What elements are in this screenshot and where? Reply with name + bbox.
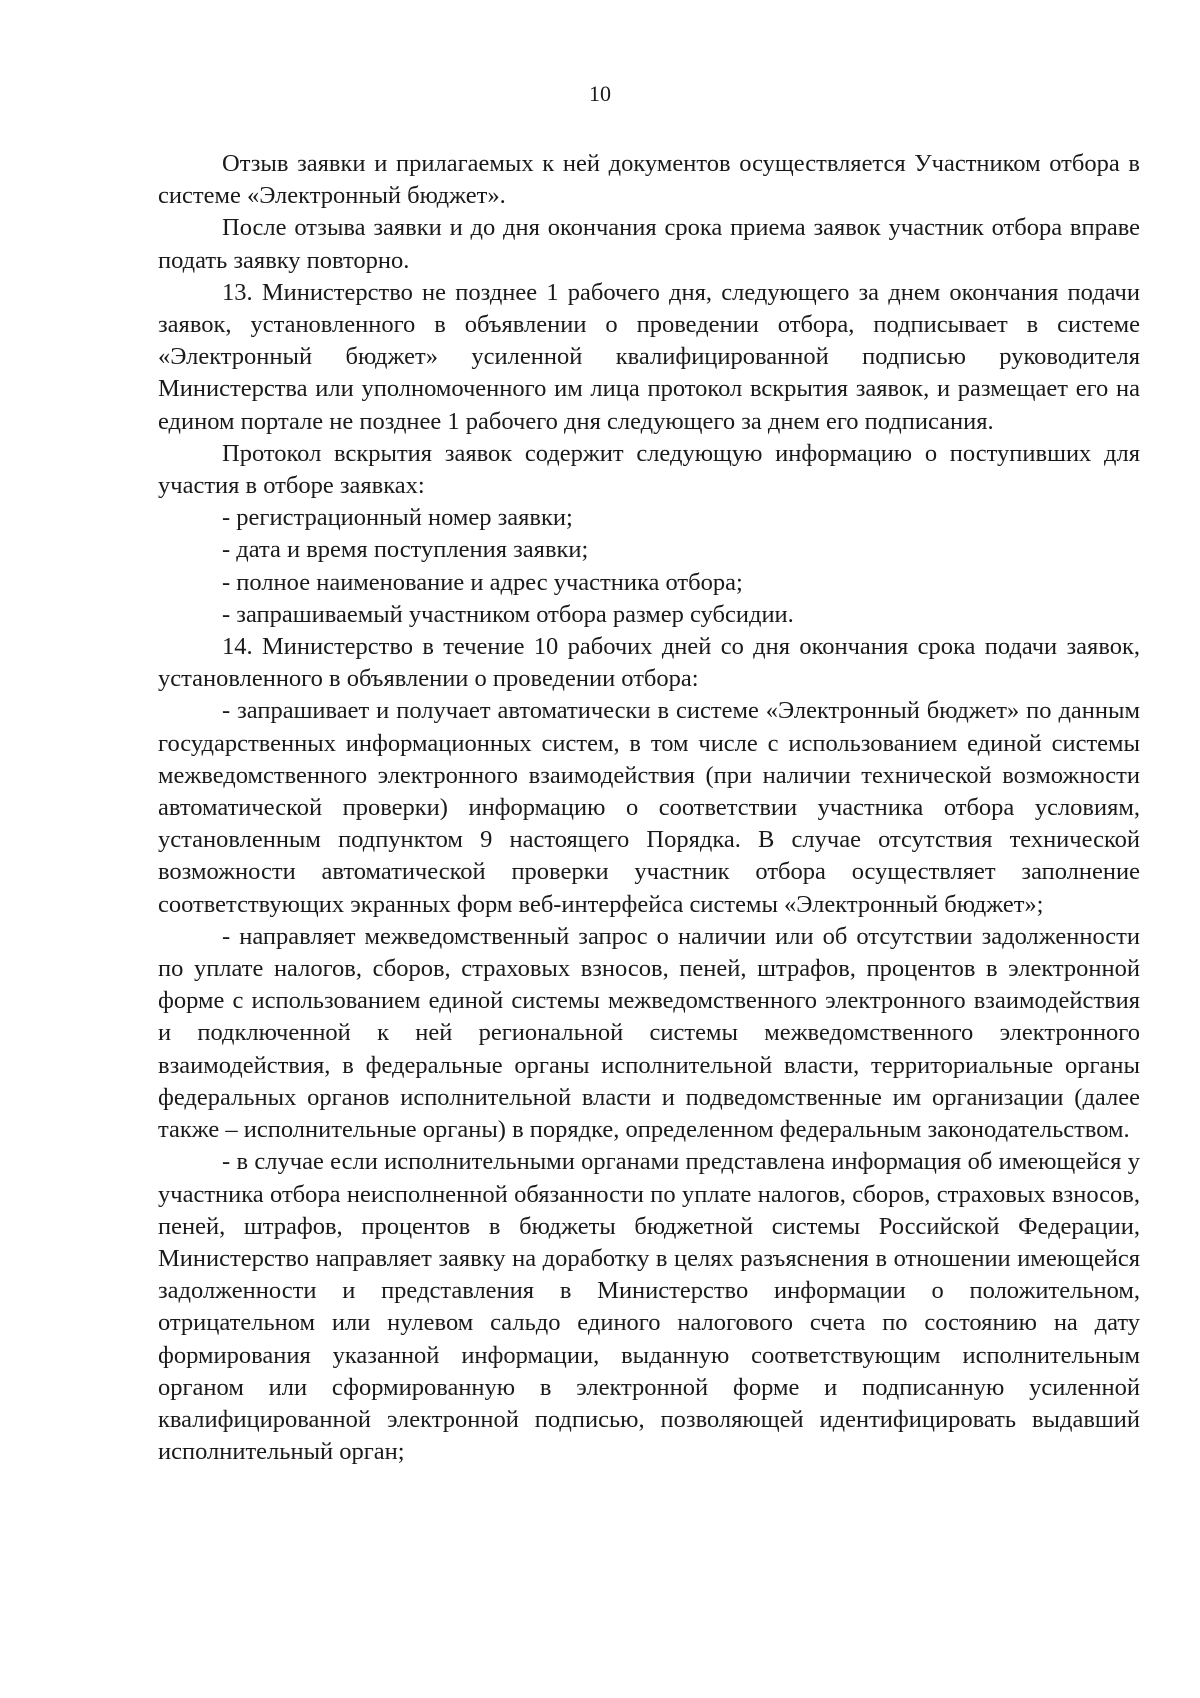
list-item: - в случае если исполнительными органами представлена информация об имеющейся у участника отбора неисполненной обязанности по уплате налогов, сборов, страховых взносов, пеней, штрафов, процентов в бюджеты бюджетной системы Российской Федерации, Министерство направляет заявку на доработку в целях разъяснения в отношении имеющейся задолженности и представления в Министерство информации о положительном, отрицательном или нулевом сальдо единого налогового счета по состоянию на дату формирования указанной информации, выданную соответствующим исполнительным органом или сформированную в электронной форме и подписанную усиленной квалифицированной электронной подписью, позволяющей идентифицировать выдавший исполнительный орган; [158,1148,1140,1466]
list-item: - дата и время поступления заявки; [222,536,589,564]
paragraph: Отзыв заявки и прилагаемых к ней документов осуществляется Участником отбора в системе «Электронный бюджет». [158,150,1140,210]
paragraph: 13. Министерство не позднее 1 рабочего дня, следующего за днем окончания подачи заявок, установленного в объявлении о проведении отбора, подписывает в системе «Электронный бюджет» усиленной квалифицированной подписью руководителя Министерства или уполномоченного им лица протокол вскрытия заявок, и размещает его на едином портале не позднее 1 рабочего дня следующего за днем его подписания. [158,278,1140,435]
list-item: - запрашивает и получает автоматически в системе «Электронный бюджет» по данным государственных информационных систем, в том числе с использованием единой системы межведомственного электронного взаимодействия (при наличии технической возможности автоматической проверки) информацию о соответствии участника отбора условиям, установленным подпунктом 9 настоящего Порядка. В случае отсутствия технической возможности автоматической проверки участник отбора осуществляет заполнение соответствующих экранных форм веб-интерфейса системы «Электронный бюджет»; [158,697,1140,918]
paragraph: 14. Министерство в течение 10 рабочих дней со дня окончания срока подачи заявок, установленного в объявлении о проведении отбора: [158,633,1140,693]
list-item: - регистрационный номер заявки; [222,504,573,532]
list-item: - направляет межведомственный запрос о наличии или об отсутствии задолженности по уплате налогов, сборов, страховых взносов, пеней, штрафов, процентов в электронной форме с использованием единой системы межведомственного электронного взаимодействия и подключенной к ней региональной системы межведомственного электронного взаимодействия, в федеральные органы исполнительной власти, территориальные органы федеральных органов исполнительной власти и подведомственные им организации (далее также – исполнительные органы) в порядке, определенном федеральным законодательством. [158,922,1140,1144]
page-number: 10 [589,81,611,106]
list-item: - полное наименование и адрес участника отбора; [222,568,743,596]
document-body [158,148,1140,1468]
paragraph: Протокол вскрытия заявок содержит следующую информацию о поступивших для участия в отборе заявках: [158,439,1140,500]
paragraph: После отзыва заявки и до дня окончания срока приема заявок участник отбора вправе подать заявку повторно. [158,214,1140,274]
list-item: - запрашиваемый участником отбора размер субсидии. [222,600,794,628]
